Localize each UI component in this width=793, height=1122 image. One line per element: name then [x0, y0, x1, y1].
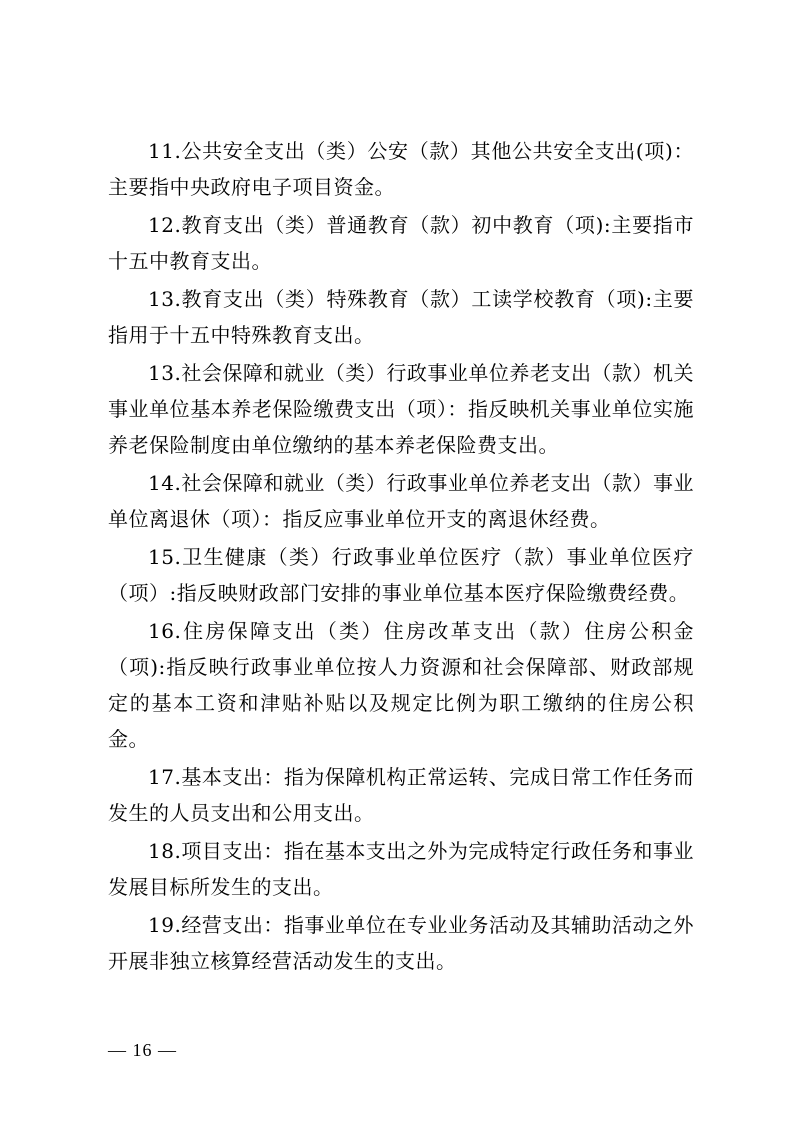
paragraph-19-operating-expenditure: 19.经营支出：指事业单位在专业业务活动及其辅助活动之外开展非独立核算经营活动发生的支出。: [108, 913, 694, 973]
paragraph-11-public-security: 11.公共安全支出（类）公安（款）其他公共安全支出(项)：主要指中央政府电子项目资金。: [108, 139, 694, 199]
paragraph-12-general-education: 12.教育支出（类）普通教育（款）初中教育（项):主要指市十五中教育支出。: [108, 213, 694, 273]
page-number: — 16 —: [108, 1040, 177, 1060]
paragraph-17-basic-expenditure: 17.基本支出：指为保障机构正常运转、完成日常工作任务而发生的人员支出和公用支出。: [108, 765, 694, 825]
paragraph-13-pension-insurance: 13.社会保障和就业（类）行政事业单位养老支出（款）机关事业单位基本养老保险缴费支出（项）：指反映机关事业单位实施养老保险制度由单位缴纳的基本养老保险费支出。: [108, 361, 694, 457]
paragraph-18-project-expenditure: 18.项目支出：指在基本支出之外为完成特定行政任务和事业发展目标所发生的支出。: [108, 839, 694, 899]
body-text: [108, 133, 694, 979]
paragraph-13-special-education: 13.教育支出（类）特殊教育（款）工读学校教育（项):主要指用于十五中特殊教育支出。: [108, 287, 694, 347]
paragraph-14-retirement: 14.社会保障和就业（类）行政事业单位养老支出（款）事业单位离退休（项）：指反应事业单位开支的离退休经费。: [108, 471, 694, 531]
paragraph-15-medical: 15.卫生健康（类）行政事业单位医疗（款）事业单位医疗（项）:指反映财政部门安排的事业单位基本医疗保险缴费经费。: [108, 545, 694, 605]
paragraph-16-housing-fund: 16.住房保障支出（类）住房改革支出（款）住房公积金（项):指反映行政事业单位按人力资源和社会保障部、财政部规定的基本工资和津贴补贴以及规定比例为职工缴纳的住房公积金。: [108, 619, 694, 751]
